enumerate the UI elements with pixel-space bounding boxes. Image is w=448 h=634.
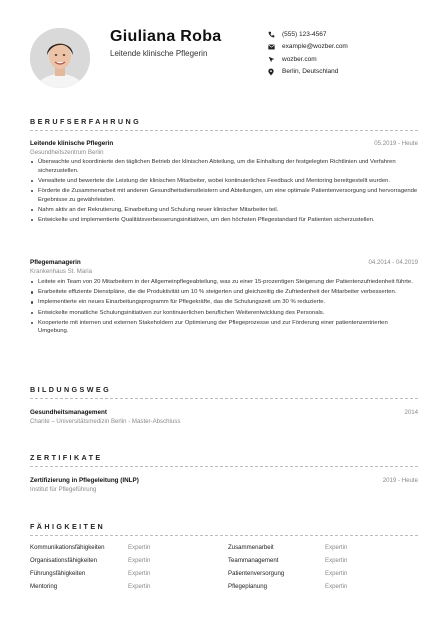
resume-header <box>0 0 448 105</box>
section-divider <box>30 398 418 399</box>
location-pin-icon <box>268 68 279 76</box>
bullet-item: Entwickelte monatliche Schulungsinitiativen zur kontinuierlichen beruflichen Weiterentwicklung des Personals. <box>30 309 418 318</box>
job-employer: Gesundheitszentrum Berlin <box>30 149 104 156</box>
contact-website[interactable] <box>268 53 348 66</box>
job-bullets <box>30 158 418 226</box>
job-date: 05.2019 - Heute <box>374 140 418 147</box>
job-employer: Krankenhaus St. Maria <box>30 268 92 275</box>
contact-list <box>268 28 348 78</box>
skill-name: Führungsfähigkeiten <box>30 570 86 577</box>
bullet-item: Erarbeitete effiziente Dienstpläne, die die Produktivität um 10 % steigerten und gleichzeitig die Zufriedenheit der Mitarbeiter verbesserten. <box>30 288 418 297</box>
skill-name: Zusammenarbeit <box>228 544 274 551</box>
contact-email[interactable] <box>268 41 348 54</box>
skill-name: Organisationsfähigkeiten <box>30 557 98 564</box>
experience-section-title <box>30 117 418 126</box>
bullet-item: Entwickelte und implementierte Qualitätsverbesserungsinitiativen, um den höchsten Pflegestandard für Patienten sicherzustellen. <box>30 216 418 225</box>
section-title: ZERTIFIKATE <box>30 453 103 462</box>
bullet-item: Nahm aktiv an der Rekrutierung, Einarbeitung und Schulung neuer klinischer Mitarbeiter teil. <box>30 206 418 215</box>
envelope-icon <box>268 44 279 50</box>
certificate-title: Zertifizierung in Pflegeleitung (INLP) <box>30 477 139 484</box>
certificate-date: 2019 - Heute <box>382 477 418 484</box>
bullet-item: Kooperierte mit internen und externen Stakeholdern zur Optimierung der Pflegeprozesse und zur Förderung einer patientenzentrierten Umgebung. <box>30 319 418 336</box>
certificates-section-title <box>30 453 418 462</box>
job-title: Leitende klinische Pflegerin <box>30 140 114 147</box>
degree-date: 2014 <box>404 409 418 416</box>
section-divider <box>30 130 418 131</box>
avatar <box>30 28 90 88</box>
section-title: BERUFSERFAHRUNG <box>30 117 142 126</box>
skill-level: Expertin <box>128 570 151 577</box>
section-divider <box>30 535 418 536</box>
phone-icon <box>268 31 279 38</box>
contact-location-text: Berlin, Deutschland <box>282 68 339 76</box>
contact-phone-text: (555) 123-4567 <box>282 30 327 38</box>
job-bullets <box>30 278 418 338</box>
skill-level: Expertin <box>128 544 151 551</box>
skill-level: Expertin <box>128 557 151 564</box>
bullet-item: Leitete ein Team von 20 Mitarbeitern in der Allgemeinpflegeabteilung, was zu einer 15-prozentigen Steigerung der Patientenzufriedenheit führte. <box>30 278 418 287</box>
bullet-item: Förderte die Zusammenarbeit mit anderen Gesundheitsdienstleistern und Abteilungen, um eine optimale Patientenversorgung und hervorragende Ergebnisse zu gewährleisten. <box>30 187 418 204</box>
bullet-item: Verwaltete und bewertete die Leistung der klinischen Mitarbeiter, wobei kontinuierliches Feedback und Mentoring bereitgestellt wurden. <box>30 177 418 186</box>
section-title: FÄHIGKEITEN <box>30 522 106 531</box>
candidate-role: Leitende klinische Pflegerin <box>110 49 208 58</box>
skill-name: Patientenversorgung <box>228 570 285 577</box>
job-title: Pflegemanagerin <box>30 259 81 266</box>
skills-section-title <box>30 522 418 531</box>
certificate-issuer: Institut für Pflegeführung <box>30 486 97 493</box>
section-title: BILDUNGSWEG <box>30 385 112 394</box>
bullet-item: Implementierte ein neues Einarbeitungsprogramm für Pflegekräfte, das die Schulungszeit um 30 % reduzierte. <box>30 298 418 307</box>
skill-name: Mentoring <box>30 583 58 590</box>
skill-name: Pflegeplanung <box>228 583 267 590</box>
skill-level: Expertin <box>325 583 348 590</box>
contact-website-text[interactable]: wozber.com <box>282 55 317 63</box>
degree-title: Gesundheitsmanagement <box>30 409 107 416</box>
profile-photo <box>30 28 90 88</box>
skill-name: Teammanagement <box>228 557 279 564</box>
skill-level: Expertin <box>128 583 151 590</box>
contact-location <box>268 66 348 79</box>
contact-email-text[interactable]: example@wozber.com <box>282 43 348 51</box>
section-divider <box>30 466 418 467</box>
skill-name: Kommunikationsfähigkeiten <box>30 544 105 551</box>
skill-level: Expertin <box>325 557 348 564</box>
job-date: 04.2014 - 04.2019 <box>368 259 418 266</box>
skill-level: Expertin <box>325 544 348 551</box>
candidate-name: Giuliana Roba <box>110 28 222 45</box>
bullet-item: Überwachte und koordinierte den täglichen Betrieb der klinischen Abteilung, um die Einhaltung der festgelegten Richtlinien und Verfahren sicherzustellen. <box>30 158 418 175</box>
link-icon <box>268 56 279 63</box>
education-section-title <box>30 385 418 394</box>
contact-phone <box>268 28 348 41</box>
skill-level: Expertin <box>325 570 348 577</box>
degree-institution: Charite – Universitätsmedizin Berlin - Master-Abschluss <box>30 418 181 425</box>
